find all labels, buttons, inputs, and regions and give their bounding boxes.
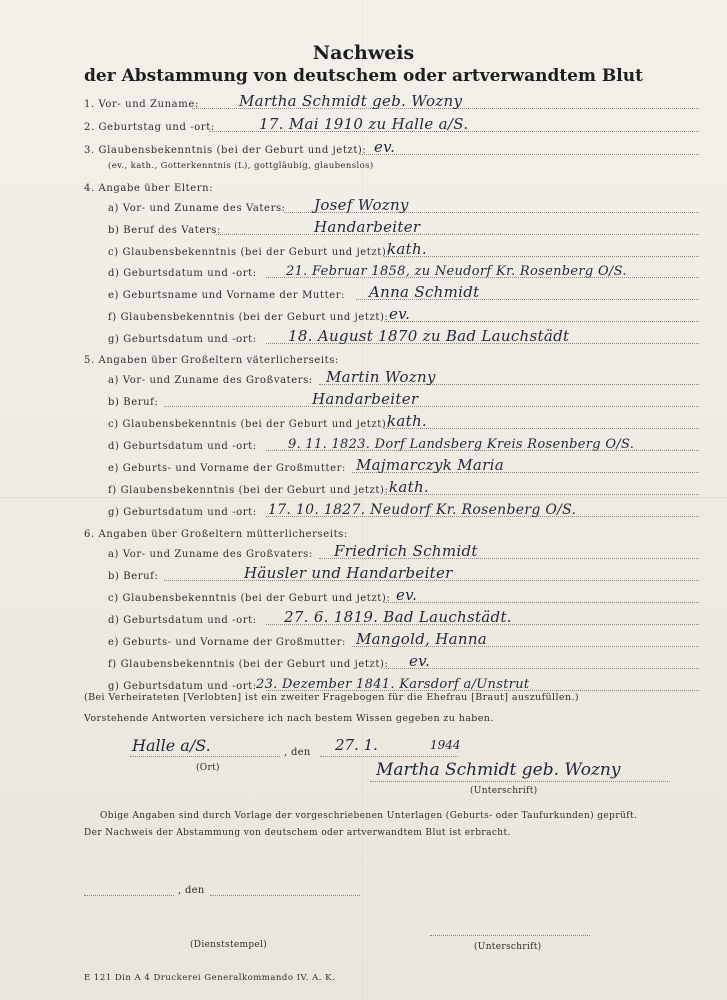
print-footer: E 121 Din A 4 Druckerei Generalkommando IV. A. K. xyxy=(84,973,336,983)
signature2-line xyxy=(430,935,590,936)
place2-line xyxy=(84,895,174,896)
field-value[interactable]: kath. xyxy=(387,240,427,258)
field-label: d) Geburtsdatum und -ort: xyxy=(108,268,257,279)
field-value[interactable]: 23. Dezember 1841. Karsdorf a/Unstrut xyxy=(256,677,530,692)
field-label: a) Vor- und Zuname des Großvaters: xyxy=(108,375,313,386)
place-caption: (Ort) xyxy=(196,763,220,773)
field-label: d) Geburtsdatum und -ort: xyxy=(108,615,257,626)
field-row-mgm-name xyxy=(84,630,699,650)
field-row-mgf-job xyxy=(84,564,699,584)
field-value[interactable]: Häusler und Handarbeiter xyxy=(244,564,453,582)
signature-line xyxy=(370,781,670,782)
field-label: g) Geburtsdatum und -ort: xyxy=(108,334,257,345)
field-row-mother-name xyxy=(84,283,699,303)
verification-line-1: Obige Angaben sind durch Vorlage der vorgeschriebenen Unterlagen (Geburts- oder Taufurkunden) geprüft. xyxy=(100,811,638,821)
field-row-father-birth xyxy=(84,261,699,281)
fill-line xyxy=(384,602,699,603)
field-label: 3. Glaubensbekenntnis (bei der Geburt und jetzt): xyxy=(84,145,367,156)
date-line xyxy=(320,756,458,757)
field-row-mgf-religion xyxy=(84,586,699,606)
section-maternal-grandparents xyxy=(84,522,699,542)
field-row-pgf-job xyxy=(84,390,699,410)
field-value[interactable]: 17. Mai 1910 zu Halle a/S. xyxy=(259,115,469,133)
field-label: e) Geburts- und Vorname der Großmutter: xyxy=(108,463,346,474)
field-row-mgm-religion xyxy=(84,652,699,672)
date-day-value[interactable]: 27. 1. xyxy=(335,736,378,754)
fill-line xyxy=(384,321,699,322)
field-value[interactable]: kath. xyxy=(389,478,429,496)
fill-line xyxy=(360,154,699,155)
field-row-mother-religion xyxy=(84,305,699,325)
field-value[interactable]: 27. 6. 1819. Bad Lauchstädt. xyxy=(284,608,512,626)
signature2-caption: (Unterschrift) xyxy=(474,942,542,952)
field-label: b) Beruf: xyxy=(108,397,159,408)
field-label: 1. Vor- und Zuname: xyxy=(84,99,199,110)
field-row-mgf-name xyxy=(84,542,699,562)
field-value[interactable]: 9. 11. 1823. Dorf Landsberg Kreis Rosenberg O/S. xyxy=(288,437,635,452)
date2-line xyxy=(210,895,360,896)
field-label: 2. Geburtstag und -ort: xyxy=(84,122,215,133)
field-row-mgm-birth xyxy=(84,674,699,694)
field-value[interactable]: Handarbeiter xyxy=(312,390,419,408)
field-label: c) Glaubensbekenntnis (bei der Geburt und jetzt): xyxy=(108,247,391,258)
field-row-mother-birth xyxy=(84,327,699,347)
assurance-text: Vorstehende Antworten versichere ich nach bestem Wissen gegeben zu haben. xyxy=(84,713,494,724)
field-value[interactable]: Friedrich Schmidt xyxy=(334,542,478,560)
fill-line xyxy=(214,234,699,235)
field-row-pgf-birth xyxy=(84,434,699,454)
section-label: 5. Angaben über Großeltern väterlicherseits: xyxy=(84,355,339,366)
field-label: d) Geburtsdatum und -ort: xyxy=(108,441,257,452)
fill-line xyxy=(384,668,699,669)
section-parents xyxy=(84,176,699,196)
field-value[interactable]: Handarbeiter xyxy=(314,218,421,236)
stamp-caption: (Dienststempel) xyxy=(190,940,268,950)
field-row-father-religion xyxy=(84,240,699,260)
field-label: a) Vor- und Zuname des Großvaters: xyxy=(108,549,313,560)
date-year-value[interactable]: 1944 xyxy=(430,738,461,752)
place-value[interactable]: Halle a/S. xyxy=(132,736,211,755)
field-label: b) Beruf des Vaters: xyxy=(108,225,221,236)
section-label: 6. Angaben über Großeltern mütterlicherseits: xyxy=(84,529,348,540)
section-paternal-grandparents xyxy=(84,348,699,368)
signature-value[interactable]: Martha Schmidt geb. Wozny xyxy=(376,760,621,780)
den2-label: , den xyxy=(178,885,205,896)
note-married: (Bei Verheirateten [Verlobten] ist ein zweiter Fragebogen für die Ehefrau [Braut] auszufüllen.) xyxy=(84,692,579,703)
field-label: f) Glaubensbekenntnis (bei der Geburt und jetzt): xyxy=(108,485,389,496)
field-label: c) Glaubensbekenntnis (bei der Geburt und jetzt): xyxy=(108,593,391,604)
field-row-pgf-name xyxy=(84,368,699,388)
den-label: , den xyxy=(284,747,311,758)
field-value[interactable]: Martha Schmidt geb. Wozny xyxy=(239,92,463,110)
fill-line xyxy=(384,494,699,495)
field-value[interactable]: 18. August 1870 zu Bad Lauchstädt xyxy=(288,327,570,345)
field-row-father-job xyxy=(84,218,699,238)
field-label: g) Geburtsdatum und -ort: xyxy=(108,681,257,692)
field-value[interactable]: Majmarczyk Maria xyxy=(356,456,504,474)
field-row-birth xyxy=(84,115,699,135)
signature-caption: (Unterschrift) xyxy=(470,786,538,796)
field-value[interactable]: kath. xyxy=(387,412,427,430)
document-title: Nachweis xyxy=(312,42,415,64)
field-row-pgm-name xyxy=(84,456,699,476)
field-label: g) Geburtsdatum und -ort: xyxy=(108,507,257,518)
place-line xyxy=(130,756,280,757)
field-label: c) Glaubensbekenntnis (bei der Geburt und jetzt): xyxy=(108,419,391,430)
field-row-religion xyxy=(84,138,699,158)
section-label: 4. Angabe über Eltern: xyxy=(84,183,214,194)
field-value[interactable]: Martin Wozny xyxy=(326,368,436,386)
fill-line xyxy=(384,428,699,429)
field-row-name xyxy=(84,92,699,112)
field-row-father-name xyxy=(84,196,699,216)
field-row-pgm-birth xyxy=(84,500,699,520)
field-row-pgf-religion xyxy=(84,412,699,432)
field-label: a) Vor- und Zuname des Vaters: xyxy=(108,203,286,214)
field-value[interactable]: ev. xyxy=(396,586,418,604)
field-value[interactable]: 21. Februar 1858, zu Neudorf Kr. Rosenberg O/S. xyxy=(286,264,627,279)
field-value[interactable]: ev. xyxy=(389,305,411,323)
field-label: f) Glaubensbekenntnis (bei der Geburt und jetzt): xyxy=(108,312,389,323)
field-label: e) Geburtsname und Vorname der Mutter: xyxy=(108,290,346,301)
document-subtitle: der Abstammung von deutschem oder artverwandtem Blut xyxy=(84,66,643,86)
verification-line-2: Der Nachweis der Abstammung von deutschem oder artverwandtem Blut ist erbracht. xyxy=(84,828,511,838)
field-value[interactable]: Anna Schmidt xyxy=(369,283,480,301)
fill-line xyxy=(164,406,699,407)
field-label: e) Geburts- und Vorname der Großmutter: xyxy=(108,637,346,648)
field-value[interactable]: Mangold, Hanna xyxy=(356,630,488,648)
field-value[interactable]: ev. xyxy=(374,138,396,156)
field-value[interactable]: Josef Wozny xyxy=(314,196,409,214)
religion-options-note: (ev., kath., Gotterkenntnis (L), gottgläubig, glaubenslos) xyxy=(108,161,374,171)
field-value[interactable]: ev. xyxy=(409,652,431,670)
field-row-mgf-birth xyxy=(84,608,699,628)
field-row-pgm-religion xyxy=(84,478,699,498)
field-label: f) Glaubensbekenntnis (bei der Geburt und jetzt): xyxy=(108,659,389,670)
field-value[interactable]: 17. 10. 1827. Neudorf Kr. Rosenberg O/S. xyxy=(268,502,577,518)
fill-line xyxy=(384,256,699,257)
field-label: b) Beruf: xyxy=(108,571,159,582)
